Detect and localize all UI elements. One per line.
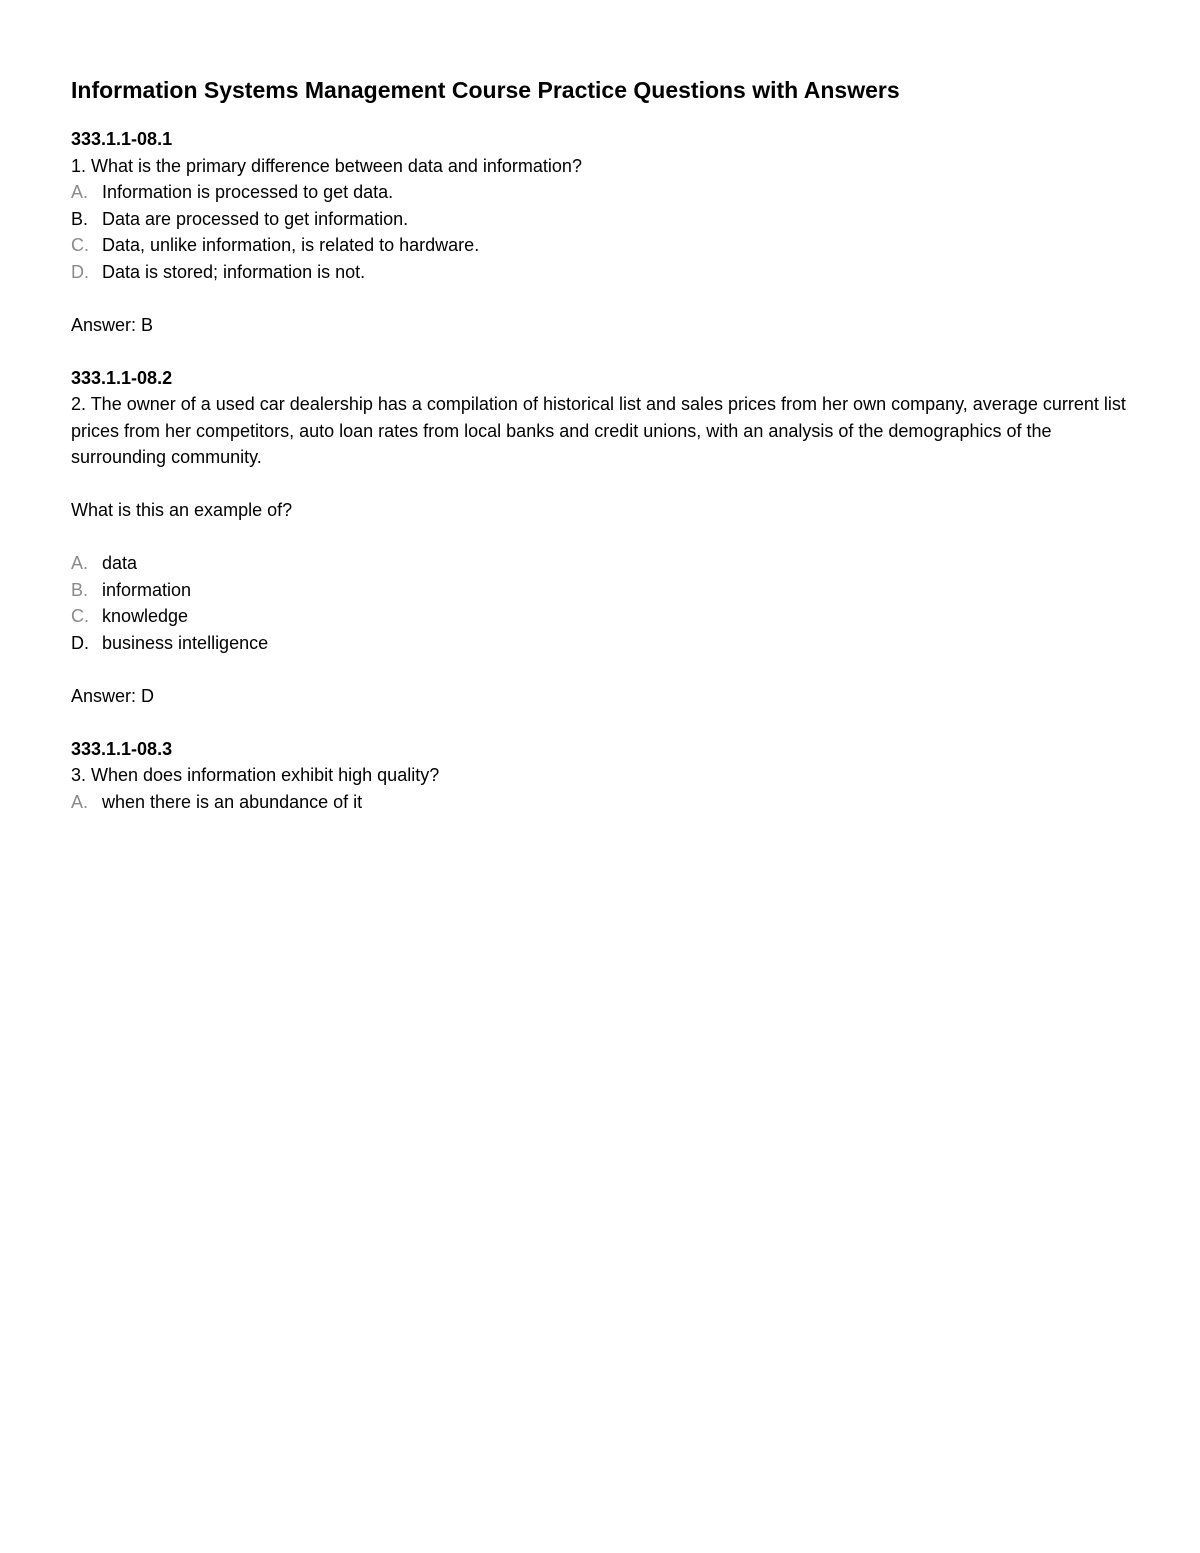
option-d [71,259,1131,286]
question-id: 333.1.1-08.2 [71,367,173,388]
question-3 [71,736,1131,816]
option-letter: B. [71,579,89,600]
option-text: Data are processed to get information. [102,208,409,229]
option-letter: D. [71,632,89,653]
option-text: data [102,553,138,573]
option-text: business intelligence [102,632,269,653]
option-b [71,206,1131,233]
option-letter: C. [71,606,89,626]
option-d [71,630,1131,657]
option-text: knowledge [102,606,189,626]
question-id: 333.1.1-08.3 [71,738,173,759]
option-letter: A. [71,791,89,812]
option-a [71,789,1131,816]
question-stem: 2. The owner of a used car dealership has a compilation of historical list and sales prices from her own company, average current list prices from her competitors, auto loan rates from local banks and credit unions, with an analysis of the demographics of the surrounding community. [71,394,1126,467]
option-a [71,550,1131,577]
option-text: when there is an abundance of it [102,791,363,812]
option-text: Data is stored; information is not. [102,261,366,282]
answer-line: Answer: D [71,685,155,706]
option-c [71,232,1131,259]
document-page [71,72,1131,815]
option-b [71,577,1131,604]
spacer [71,471,1131,498]
question-2 [71,365,1131,736]
option-text: information [102,579,192,600]
option-c [71,603,1131,630]
spacer [71,656,1131,683]
option-letter: D. [71,261,89,282]
document-title: Information Systems Management Course Practice Questions with Answers [71,77,900,103]
option-a [71,179,1131,206]
question-stem: 1. What is the primary difference between data and information? [71,155,582,176]
spacer [71,285,1131,312]
spacer [71,709,1131,736]
question-stem: 3. When does information exhibit high quality? [71,765,440,785]
option-text: Information is processed to get data. [102,182,394,202]
option-letter: A. [71,553,89,573]
spacer [71,338,1131,365]
option-text: Data, unlike information, is related to hardware. [102,235,480,255]
spacer [71,524,1131,551]
option-letter: A. [71,182,89,202]
answer-line: Answer: B [71,314,154,335]
option-letter: C. [71,235,89,255]
option-letter: B. [71,208,89,229]
question-1 [71,126,1131,365]
question-prompt: What is this an example of? [71,500,293,520]
question-id: 333.1.1-08.1 [71,129,173,149]
